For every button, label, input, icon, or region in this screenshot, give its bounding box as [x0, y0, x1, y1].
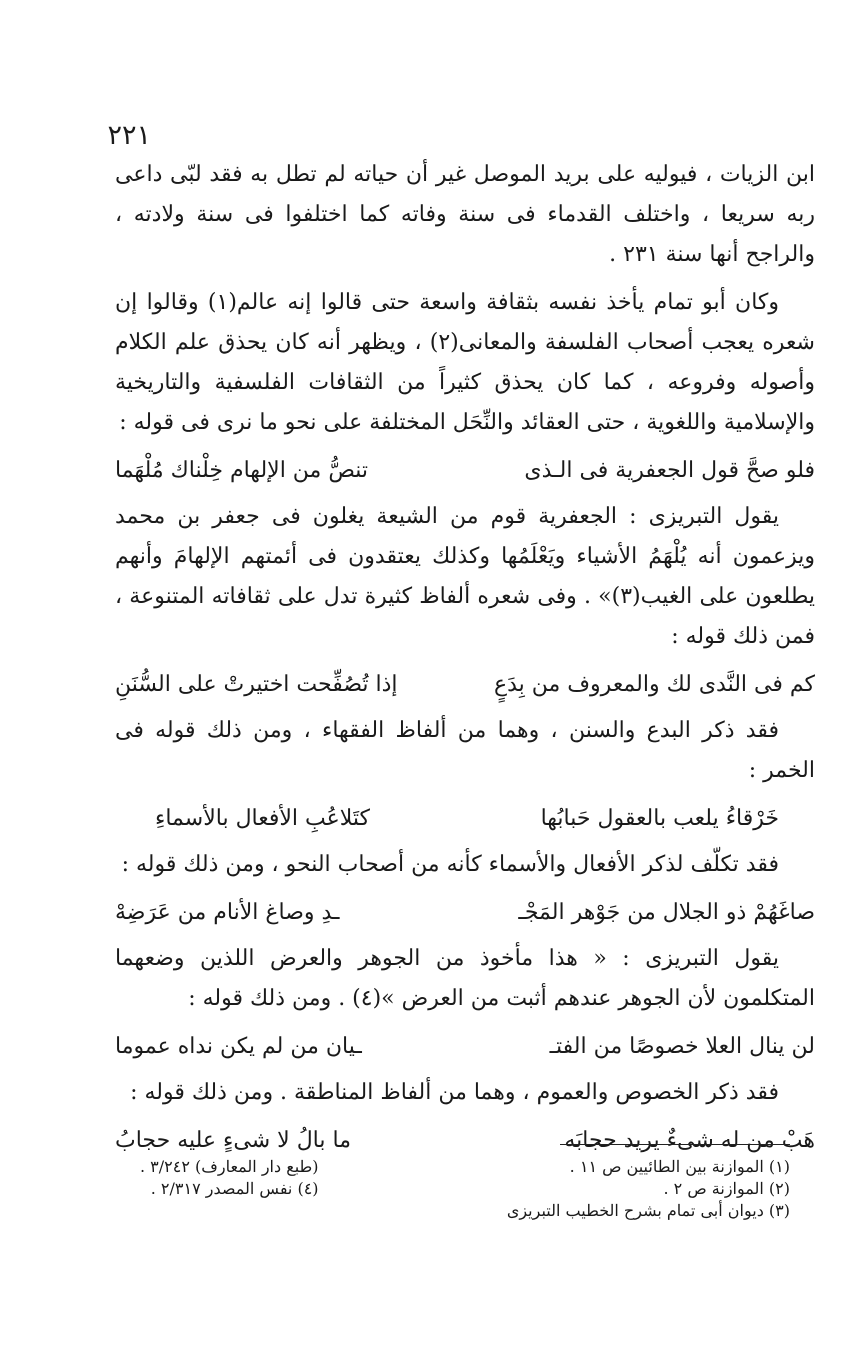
- verse-second-hemistich: ما بالُ لا شىءٍ عليه حجابُ: [115, 1128, 351, 1153]
- footnote: (طبع دار المعارف) ٣/٢٤٢ .: [140, 1157, 319, 1176]
- verse-line: [115, 799, 815, 839]
- paragraph: فقد تكلّف لذكر الأفعال والأسماء كأنه من أصحاب النحو ، ومن ذلك قوله :: [121, 852, 779, 877]
- verse-line: [115, 1121, 815, 1161]
- verse-first-hemistich: كم فى النَّدى لك والمعروف من بِدَعٍ: [493, 672, 815, 697]
- footnotes-left-column: [140, 1156, 319, 1222]
- footnotes: [140, 1156, 790, 1222]
- paragraph: يقول التبريزى : « هذا مأخوذ من الجوهر والعرض اللذين وضعهما المتكلمون لأن الجوهر عندهم أثبت من العرض »(٤) . ومن ذلك قوله :: [115, 946, 815, 1011]
- verse-first-hemistich: لن ينال العلا خصوصًا من الفتـ: [549, 1034, 815, 1059]
- paragraph: وكان أبو تمام يأخذ نفسه بثقافة واسعة حتى قالوا إنه عالم(١) وقالوا إن شعره يعجب أصحاب الفلسفة والمعانى(٢) ، ويظهر أنه كان يحذق علم الكلام وأصوله وفروعه ، كما كان يحذق كثيراً من الثقافات الفلسفية والتاريخية والإسلامية واللغوية ، حتى العقائد والنِّحَل المختلفة على نحو ما نرى فى قوله :: [115, 290, 815, 435]
- verse-second-hemistich: تنصُّ من الإلهام خِلْناك مُلْهَما: [115, 458, 369, 483]
- verse-second-hemistich: ـيان من لم يكن نداه عموما: [115, 1034, 362, 1059]
- verse-line: [115, 893, 815, 933]
- verse-second-hemistich: إذا تُصُفِّحت اختيرتْ على السُّنَنِ: [115, 672, 398, 697]
- footnote: (١) الموازنة بين الطائيين ص ١١ .: [569, 1157, 790, 1176]
- footnote: (٣) ديوان أبى تمام بشرح الخطيب التبريزى: [506, 1201, 790, 1220]
- page-number: ٢٢١: [107, 120, 151, 151]
- paragraph: فقد ذكر البدع والسنن ، وهما من ألفاظ الفقهاء ، ومن ذلك قوله فى الخمر :: [115, 718, 815, 783]
- verse-first-hemistich: خَرْقاءُ يلعب بالعقول حَبابُها: [540, 806, 779, 831]
- verse-line: [115, 451, 815, 491]
- paragraph: ابن الزيات ، فيوليه على بريد الموصل غير أن حياته لم تطل به فقد لبّى داعى ربه سريعا ، واختلف القدماء فى سنة وفاته كما اختلفوا فى سنة ولادته ، والراجح أنها سنة ٢٣١ .: [115, 162, 815, 267]
- verse-first-hemistich: فلو صحَّ قول الجعفرية فى الـذى: [524, 458, 815, 483]
- verse-second-hemistich: ـدِ وصاغ الأنام من عَرَضِهْ: [115, 900, 340, 925]
- body-text: [115, 155, 815, 1167]
- verse-first-hemistich: صاغَهُمْ ذو الجلال من جَوْهر المَجْـ: [518, 900, 815, 925]
- verse-line: [115, 665, 815, 705]
- verse-first-hemistich: هَبْ من له شىءٌ يريد حجابَه: [564, 1128, 815, 1153]
- verse-line: [115, 1027, 815, 1067]
- footnote: (٤) نفس المصدر ٢/٣١٧ .: [150, 1179, 319, 1198]
- footnotes-right-column: [507, 1156, 790, 1222]
- footnote-divider: [560, 1144, 790, 1145]
- paragraph: فقد ذكر الخصوص والعموم ، وهما من ألفاظ المناطقة . ومن ذلك قوله :: [130, 1080, 779, 1105]
- footnote: (٢) الموازنة ص ٢ .: [663, 1179, 790, 1198]
- verse-second-hemistich: كتَلاعُبِ الأفعال بالأسماءِ: [155, 806, 371, 831]
- paragraph: يقول التبريزى : الجعفرية قوم من الشيعة يغلون فى جعفر بن محمد ويزعمون أنه يُلْهَمُ الأشياء ويَعْلَمُها وكذلك يعتقدون فى أئمتهم الإلهامَ وأنهم يطلعون على الغيب(٣)» . وفى شعره ألفاظ كثيرة تدل على ثقافاته المتنوعة ، فمن ذلك قوله :: [115, 504, 815, 649]
